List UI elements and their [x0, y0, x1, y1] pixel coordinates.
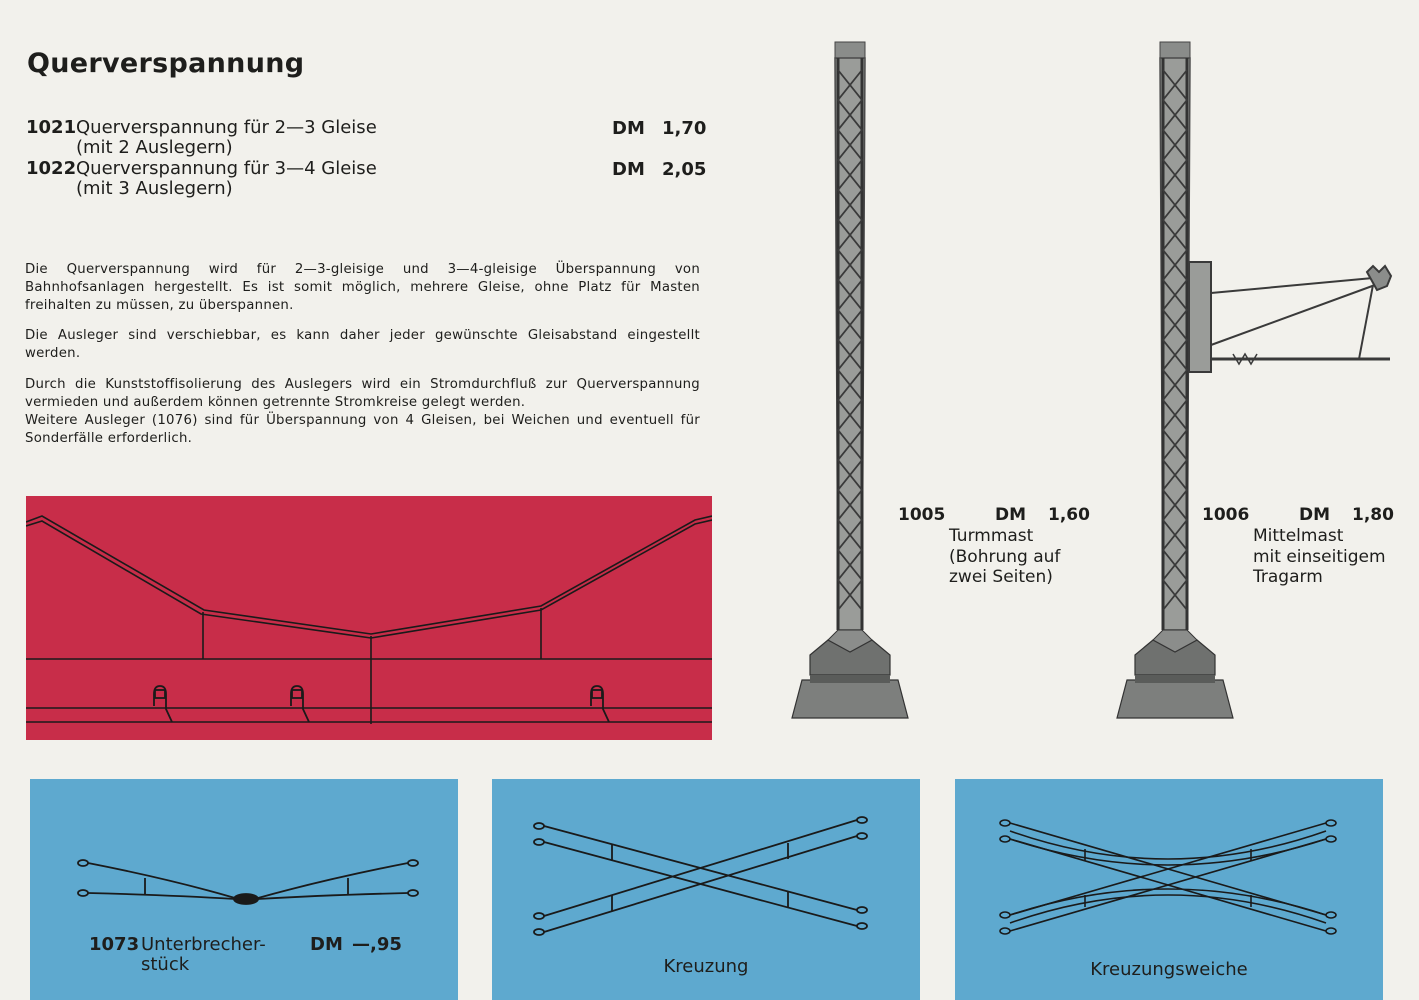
currency-label: DM: [612, 159, 645, 180]
product-price: 2,05: [662, 159, 707, 180]
product-desc-line1: Querverspannung für 3—4 Gleise: [76, 158, 377, 179]
mast-desc-line1: Mittelmast: [1253, 526, 1344, 546]
mast-desc-line3: Tragarm: [1253, 567, 1323, 587]
section-insulator-illustration: [30, 779, 458, 909]
mast-desc-line3: zwei Seiten): [949, 567, 1053, 587]
product-1022: [26, 159, 706, 203]
product-1021: [26, 118, 706, 162]
crossing-panel: [492, 779, 920, 1000]
cross-span-illustration: [26, 496, 712, 740]
tower-mast-illustration: [790, 40, 910, 720]
product-number: 1022: [26, 158, 77, 179]
mast-number: 1006: [1202, 505, 1250, 525]
product-desc-line2: (mit 2 Auslegern): [76, 137, 233, 158]
accessory-price: —,95: [352, 934, 402, 955]
page-title: Querverspannung: [27, 48, 305, 79]
product-description: [76, 118, 596, 158]
section-insulator-panel: [30, 779, 458, 1000]
mast-description: [1253, 526, 1419, 588]
accessory-number: 1073: [89, 934, 140, 955]
mast-price: 1,60: [1048, 505, 1090, 525]
center-mast-1006-image: [1115, 40, 1395, 720]
mast-1005-caption: [898, 505, 1098, 595]
mast-1006-caption: [1202, 505, 1412, 595]
product-price: 1,70: [662, 118, 707, 139]
accessory-label: Kreuzungsweiche: [1090, 959, 1248, 980]
crossing-switch-panel: [955, 779, 1383, 1000]
description-paragraph-3: Durch die Kunststoffisolierung des Auslegers wird ein Stromdurchfluß zur Querverspannung vermieden und außerdem können getrennte Stromkreise gelegt werden.: [25, 377, 700, 410]
currency-label: DM: [995, 505, 1027, 525]
product-desc-line2: (mit 3 Auslegern): [76, 178, 233, 199]
product-number: 1021: [26, 117, 77, 138]
mast-description: [949, 526, 1109, 588]
mast-number: 1005: [898, 505, 946, 525]
crossing-illustration: [492, 779, 920, 949]
insulator-clamps: [154, 686, 609, 722]
mast-price: 1,80: [1352, 505, 1394, 525]
description-paragraph-2: Die Ausleger sind verschiebbar, es kann daher jeder gewünschte Gleisabstand eingestellt werden.: [25, 328, 700, 361]
center-mast-illustration: [1115, 40, 1395, 720]
product-description: [76, 159, 596, 199]
bracket-arm: [1189, 262, 1391, 372]
accessory-name-line1: Unterbrecher-: [141, 934, 266, 955]
description-paragraph-1: Die Querverspannung wird für 2—3-gleisige und 3—4-gleisige Überspannung von Bahnhofsanlagen hergestellt. Es ist somit möglich, mehrere Gleise, ohne Platz für Masten freihalten zu müssen, zu überspannen.: [25, 262, 700, 313]
product-desc-line1: Querverspannung für 2—3 Gleise: [76, 117, 377, 138]
description-paragraph-4: Weitere Ausleger (1076) sind für Überspannung von 4 Gleisen, bei Weichen und eventuell für Sonderfälle erforderlich.: [25, 413, 700, 446]
mast-desc-line2: (Bohrung auf: [949, 546, 1061, 567]
tower-mast-1005-image: [790, 40, 910, 720]
accessory-name-line2: stück: [141, 954, 190, 975]
currency-label: DM: [1299, 505, 1331, 525]
mast-desc-line2: mit einseitigem: [1253, 546, 1386, 567]
currency-label: DM: [310, 934, 343, 955]
catenary-illustration-panel: [26, 496, 712, 740]
crossing-switch-illustration: [955, 779, 1383, 949]
mast-desc-line1: Turmmast: [949, 526, 1034, 546]
accessory-name: [141, 935, 266, 975]
accessory-label: Kreuzung: [663, 956, 749, 977]
currency-label: DM: [612, 118, 645, 139]
